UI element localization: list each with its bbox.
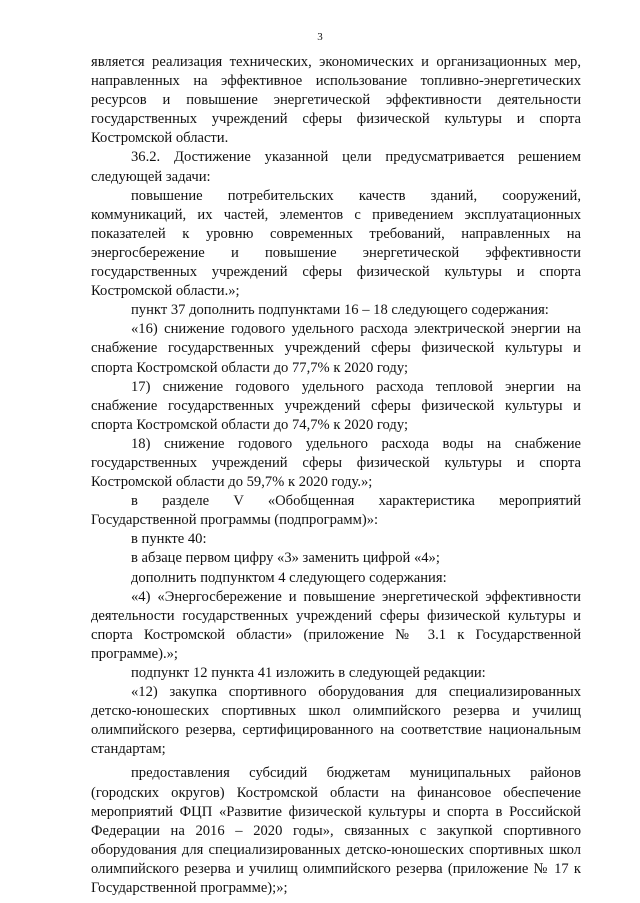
document-body [91, 53, 581, 898]
paragraph-9: в пункте 40: [131, 531, 207, 548]
paragraph-13: подпункт 12 пункта 41 изложить в следующей редакции: [131, 665, 486, 681]
paragraph-12: «4) «Энергосбережение и повышение энергетической эффективности деятельности государственных учреждений сферы физической культуры и спорта Костромской области» (приложение № 3.1 к Государственной программе).»; [91, 588, 581, 662]
paragraph-14: «12) закупка спортивного оборудования для специализированных детско-юношеских спортивных школ олимпийского резерва и училищ олимпийского резерва, сертифицированного на соответствие национальным стандартам; [91, 684, 581, 758]
paragraph-7: 18) снижение годового удельного расхода воды на снабжение государственных учреждений сферы физической культуры и спорта Костромской области до 59,7% к 2020 году.»; [91, 435, 581, 491]
paragraph-8: в разделе V «Обобщенная характеристика мероприятий Государственной программы (подпрограмм)»: [91, 493, 581, 529]
paragraph-10: в абзаце первом цифру «3» заменить цифрой «4»; [131, 550, 440, 567]
paragraph-3: повышение потребительских качеств зданий, сооружений, коммуникаций, их частей, элементов с приведением эксплуатационных показателей к уровню современных требований, направленных на энергосбережение и повышение энергетической эффективности государственных учреждений сферы физической культуры и спорта Костромской области.»; [91, 187, 581, 300]
paragraph-1: является реализация технических, экономических и организационных мер, направленных на эффективное использование топливно-энергетических ресурсов и повышение энергетической эффективности деятельности государственных учреждений сферы физической культуры и спорта Костромской области. [91, 54, 581, 147]
paragraph-15: предоставления субсидий бюджетам муниципальных районов (городских округов) Костромской области на финансовое обеспечение мероприятий ФЦП «Развитие физической культуры и спорта в Российской Федерации на 2016 – 2020 годы», связанных с закупкой спортивного оборудования для специализированных детско-юношеских спортивных школ олимпийского резерва и училищ олимпийского резерва (приложение № 17 к Государственной программе);»; [91, 765, 581, 897]
paragraph-2: 36.2. Достижение указанной цели предусматривается решением следующей задачи: [91, 149, 581, 185]
paragraph-6: 17) снижение годового удельного расхода тепловой энергии на снабжение государственных учреждений сферы физической культуры и спорта Костромской области до 74,7% к 2020 году; [91, 378, 581, 433]
paragraph-5: «16) снижение годового удельного расхода электрической энергии на снабжение государственных учреждений сферы физической культуры и спорта Костромской области до 77,7% к 2020 году; [91, 321, 581, 376]
page-number: 3 [317, 31, 323, 43]
paragraph-4: пункт 37 дополнить подпунктами 16 – 18 следующего содержания: [131, 302, 549, 319]
paragraph-11: дополнить подпунктом 4 следующего содержания: [131, 569, 447, 586]
